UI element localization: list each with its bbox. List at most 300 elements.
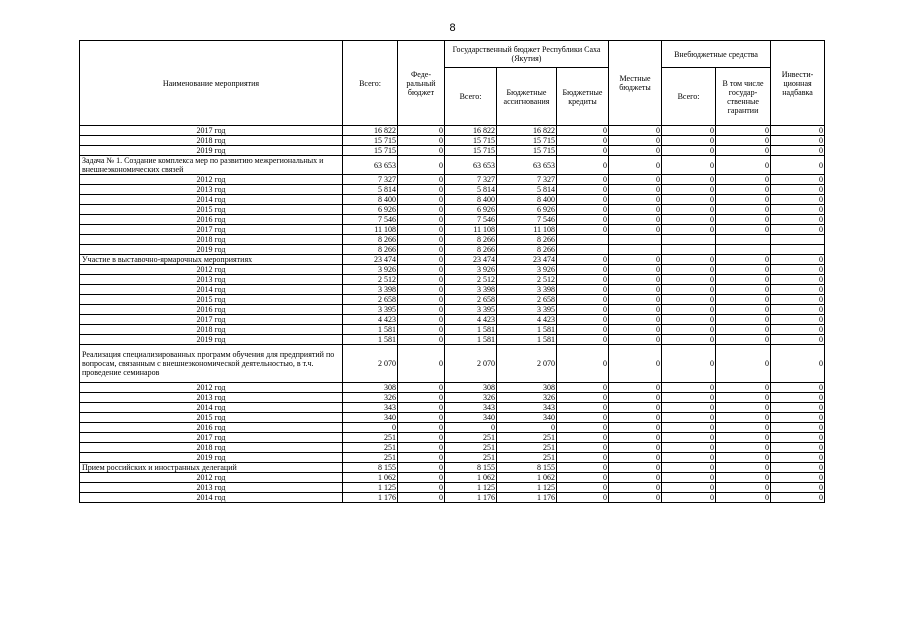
value-cell: 0	[398, 345, 445, 383]
value-cell: 0	[609, 195, 662, 205]
value-cell: 7 327	[497, 175, 557, 185]
value-cell: 0	[557, 275, 609, 285]
value-cell: 0	[557, 215, 609, 225]
value-cell: 0	[716, 185, 771, 195]
value-cell: 0	[771, 275, 825, 285]
value-cell: 0	[662, 345, 716, 383]
value-cell: 343	[343, 403, 398, 413]
value-cell: 0	[398, 126, 445, 136]
value-cell: 2 070	[445, 345, 497, 383]
value-cell: 0	[557, 433, 609, 443]
value-cell: 0	[398, 195, 445, 205]
value-cell: 0	[557, 493, 609, 503]
value-cell: 1 125	[445, 483, 497, 493]
value-cell: 308	[343, 383, 398, 393]
value-cell: 0	[398, 295, 445, 305]
header-local: Местные бюджеты	[609, 41, 662, 126]
year-label: 2019 год	[80, 453, 343, 463]
value-cell: 0	[398, 136, 445, 146]
value-cell: 0	[771, 225, 825, 235]
value-cell: 0	[771, 473, 825, 483]
value-cell: 0	[609, 275, 662, 285]
value-cell: 0	[662, 285, 716, 295]
value-cell: 0	[557, 443, 609, 453]
value-cell: 1 062	[497, 473, 557, 483]
value-cell: 0	[557, 483, 609, 493]
value-cell: 0	[716, 315, 771, 325]
year-row	[80, 473, 825, 483]
value-cell: 0	[557, 305, 609, 315]
value-cell: 16 822	[445, 126, 497, 136]
value-cell: 7 546	[497, 215, 557, 225]
value-cell: 5 814	[497, 185, 557, 195]
value-cell: 0	[662, 383, 716, 393]
value-cell	[609, 245, 662, 255]
value-cell: 0	[771, 255, 825, 265]
value-cell: 0	[398, 453, 445, 463]
year-label: 2018 год	[80, 325, 343, 335]
year-label: 2016 год	[80, 215, 343, 225]
value-cell	[557, 235, 609, 245]
year-row	[80, 185, 825, 195]
value-cell: 0	[343, 423, 398, 433]
value-cell: 23 474	[445, 255, 497, 265]
value-cell: 0	[398, 285, 445, 295]
value-cell: 0	[398, 156, 445, 175]
value-cell: 0	[398, 493, 445, 503]
value-cell: 0	[557, 393, 609, 403]
value-cell: 7 546	[343, 215, 398, 225]
value-cell: 11 108	[343, 225, 398, 235]
year-row	[80, 423, 825, 433]
year-label: 2019 год	[80, 335, 343, 345]
value-cell: 0	[557, 265, 609, 275]
year-row	[80, 393, 825, 403]
value-cell: 0	[771, 325, 825, 335]
value-cell: 5 814	[343, 185, 398, 195]
value-cell: 8 155	[343, 463, 398, 473]
value-cell: 6 926	[497, 205, 557, 215]
value-cell: 1 581	[445, 335, 497, 345]
value-cell: 0	[716, 215, 771, 225]
year-label: 2018 год	[80, 443, 343, 453]
value-cell: 8 155	[445, 463, 497, 473]
year-row	[80, 136, 825, 146]
value-cell: 0	[557, 285, 609, 295]
value-cell: 0	[662, 433, 716, 443]
value-cell: 0	[662, 255, 716, 265]
value-cell: 251	[445, 443, 497, 453]
header-guarantees: В том числе государ-ственные гарантии	[716, 68, 771, 126]
value-cell: 2 070	[497, 345, 557, 383]
value-cell: 0	[771, 393, 825, 403]
header-credits: Бюджетные кредиты	[557, 68, 609, 126]
value-cell: 0	[398, 275, 445, 285]
value-cell: 8 400	[445, 195, 497, 205]
value-cell: 8 266	[497, 235, 557, 245]
header-total: Всего:	[343, 41, 398, 126]
value-cell: 0	[398, 335, 445, 345]
value-cell: 0	[609, 305, 662, 315]
value-cell: 0	[716, 205, 771, 215]
value-cell: 23 474	[343, 255, 398, 265]
year-label: 2017 год	[80, 126, 343, 136]
value-cell: 0	[716, 335, 771, 345]
year-row	[80, 325, 825, 335]
value-cell: 0	[609, 413, 662, 423]
value-cell: 0	[609, 423, 662, 433]
value-cell: 0	[557, 383, 609, 393]
value-cell: 0	[609, 136, 662, 146]
value-cell: 0	[716, 136, 771, 146]
year-label: 2019 год	[80, 245, 343, 255]
year-label: 2014 год	[80, 195, 343, 205]
value-cell: 0	[609, 483, 662, 493]
value-cell: 0	[398, 315, 445, 325]
value-cell: 251	[343, 433, 398, 443]
value-cell: 0	[716, 195, 771, 205]
header-invest: Инвести-ционная надбавка	[771, 41, 825, 126]
value-cell: 1 062	[445, 473, 497, 483]
value-cell: 0	[609, 215, 662, 225]
value-cell: 251	[497, 453, 557, 463]
value-cell: 0	[609, 383, 662, 393]
value-cell: 0	[609, 433, 662, 443]
value-cell: 5 814	[445, 185, 497, 195]
value-cell: 0	[662, 205, 716, 215]
value-cell: 0	[557, 345, 609, 383]
year-row	[80, 335, 825, 345]
value-cell: 0	[716, 483, 771, 493]
value-cell: 4 423	[497, 315, 557, 325]
value-cell: 0	[398, 393, 445, 403]
value-cell: 0	[771, 493, 825, 503]
value-cell: 8 266	[445, 235, 497, 245]
value-cell: 251	[497, 433, 557, 443]
value-cell: 7 327	[445, 175, 497, 185]
value-cell: 0	[609, 255, 662, 265]
value-cell: 0	[609, 225, 662, 235]
value-cell: 0	[557, 463, 609, 473]
value-cell: 15 715	[343, 136, 398, 146]
value-cell: 0	[771, 215, 825, 225]
year-row	[80, 305, 825, 315]
value-cell: 4 423	[343, 315, 398, 325]
value-cell: 0	[662, 146, 716, 156]
value-cell: 2 512	[445, 275, 497, 285]
value-cell: 6 926	[445, 205, 497, 215]
value-cell: 16 822	[343, 126, 398, 136]
value-cell: 15 715	[497, 136, 557, 146]
value-cell: 0	[398, 483, 445, 493]
value-cell: 0	[771, 345, 825, 383]
value-cell	[662, 245, 716, 255]
value-cell: 0	[557, 126, 609, 136]
value-cell: 2 070	[343, 345, 398, 383]
value-cell: 0	[609, 473, 662, 483]
value-cell: 0	[557, 136, 609, 146]
value-cell: 8 155	[497, 463, 557, 473]
value-cell: 11 108	[445, 225, 497, 235]
value-cell: 0	[716, 146, 771, 156]
header-federal: Феде-ральный бюджет	[398, 41, 445, 126]
value-cell: 340	[445, 413, 497, 423]
year-row	[80, 235, 825, 245]
year-label: 2012 год	[80, 383, 343, 393]
value-cell: 0	[771, 185, 825, 195]
year-label: 2018 год	[80, 136, 343, 146]
value-cell: 251	[497, 443, 557, 453]
value-cell: 0	[716, 433, 771, 443]
year-label: 2015 год	[80, 205, 343, 215]
year-label: 2016 год	[80, 423, 343, 433]
value-cell: 0	[398, 443, 445, 453]
activity-name: Задача № 1. Создание комплекса мер по развитию межрегиональных и внешнеэкономических связей	[80, 156, 343, 175]
value-cell: 0	[716, 175, 771, 185]
value-cell: 1 125	[497, 483, 557, 493]
value-cell: 3 398	[445, 285, 497, 295]
value-cell: 0	[609, 156, 662, 175]
value-cell: 0	[609, 463, 662, 473]
year-label: 2012 год	[80, 265, 343, 275]
year-label: 2017 год	[80, 225, 343, 235]
value-cell: 0	[716, 225, 771, 235]
value-cell: 0	[398, 205, 445, 215]
value-cell: 0	[557, 156, 609, 175]
value-cell: 251	[343, 453, 398, 463]
year-row	[80, 403, 825, 413]
value-cell: 8 266	[497, 245, 557, 255]
year-row	[80, 315, 825, 325]
header-allocations: Бюджетные ассигнования	[497, 68, 557, 126]
activity-row	[80, 463, 825, 473]
year-row	[80, 126, 825, 136]
value-cell: 251	[445, 453, 497, 463]
year-label: 2015 год	[80, 295, 343, 305]
year-row	[80, 295, 825, 305]
year-label: 2019 год	[80, 146, 343, 156]
value-cell: 0	[771, 453, 825, 463]
value-cell: 3 398	[497, 285, 557, 295]
value-cell: 0	[557, 335, 609, 345]
value-cell: 251	[343, 443, 398, 453]
value-cell: 340	[497, 413, 557, 423]
value-cell: 0	[716, 453, 771, 463]
header-state-total: Всего:	[445, 68, 497, 126]
value-cell: 0	[662, 335, 716, 345]
value-cell: 0	[716, 473, 771, 483]
value-cell: 0	[771, 195, 825, 205]
value-cell: 0	[662, 195, 716, 205]
value-cell: 343	[445, 403, 497, 413]
value-cell: 0	[771, 413, 825, 423]
year-row	[80, 483, 825, 493]
value-cell: 0	[609, 265, 662, 275]
value-cell: 0	[771, 126, 825, 136]
value-cell: 326	[343, 393, 398, 403]
value-cell: 0	[557, 453, 609, 463]
value-cell: 1 581	[497, 325, 557, 335]
value-cell: 0	[662, 126, 716, 136]
value-cell: 0	[771, 205, 825, 215]
value-cell: 0	[716, 493, 771, 503]
value-cell: 1 176	[497, 493, 557, 503]
value-cell: 0	[557, 195, 609, 205]
value-cell: 1 581	[343, 335, 398, 345]
value-cell: 8 400	[497, 195, 557, 205]
value-cell	[557, 245, 609, 255]
value-cell: 0	[497, 423, 557, 433]
value-cell: 0	[557, 255, 609, 265]
value-cell: 0	[445, 423, 497, 433]
year-row	[80, 275, 825, 285]
value-cell: 340	[343, 413, 398, 423]
value-cell: 0	[662, 265, 716, 275]
value-cell: 0	[771, 315, 825, 325]
year-label: 2013 год	[80, 275, 343, 285]
value-cell: 8 266	[343, 235, 398, 245]
value-cell: 0	[662, 453, 716, 463]
year-label: 2012 год	[80, 175, 343, 185]
value-cell: 0	[609, 126, 662, 136]
value-cell: 0	[716, 383, 771, 393]
value-cell: 0	[771, 136, 825, 146]
value-cell: 0	[716, 393, 771, 403]
value-cell: 23 474	[497, 255, 557, 265]
value-cell: 0	[609, 325, 662, 335]
year-row	[80, 245, 825, 255]
activity-row	[80, 156, 825, 175]
value-cell: 0	[557, 413, 609, 423]
value-cell: 0	[716, 285, 771, 295]
value-cell: 3 926	[343, 265, 398, 275]
value-cell: 0	[662, 493, 716, 503]
value-cell: 0	[398, 225, 445, 235]
year-label: 2014 год	[80, 493, 343, 503]
year-row	[80, 443, 825, 453]
value-cell: 0	[716, 413, 771, 423]
year-row	[80, 225, 825, 235]
year-label: 2013 год	[80, 483, 343, 493]
value-cell: 0	[662, 403, 716, 413]
value-cell: 0	[662, 423, 716, 433]
value-cell: 0	[771, 443, 825, 453]
value-cell: 0	[398, 473, 445, 483]
value-cell: 0	[557, 325, 609, 335]
year-label: 2018 год	[80, 235, 343, 245]
value-cell: 0	[771, 305, 825, 315]
value-cell: 0	[662, 275, 716, 285]
value-cell: 0	[771, 295, 825, 305]
value-cell: 6 926	[343, 205, 398, 215]
header-extra-budget: Внебюджетные средства	[662, 41, 771, 68]
year-row	[80, 453, 825, 463]
year-row	[80, 383, 825, 393]
value-cell: 0	[771, 175, 825, 185]
value-cell: 0	[398, 423, 445, 433]
value-cell: 3 395	[497, 305, 557, 315]
value-cell: 0	[557, 295, 609, 305]
value-cell: 0	[609, 393, 662, 403]
value-cell: 0	[609, 205, 662, 215]
value-cell: 0	[557, 473, 609, 483]
value-cell: 0	[398, 463, 445, 473]
value-cell: 2 658	[445, 295, 497, 305]
value-cell: 0	[557, 225, 609, 235]
value-cell: 0	[662, 295, 716, 305]
value-cell: 1 125	[343, 483, 398, 493]
value-cell: 1 581	[497, 335, 557, 345]
value-cell: 8 266	[445, 245, 497, 255]
value-cell: 1 176	[343, 493, 398, 503]
year-row	[80, 265, 825, 275]
value-cell: 0	[398, 146, 445, 156]
value-cell: 0	[716, 403, 771, 413]
value-cell: 0	[557, 315, 609, 325]
value-cell: 0	[771, 265, 825, 275]
value-cell: 0	[398, 383, 445, 393]
value-cell: 0	[716, 345, 771, 383]
value-cell: 0	[609, 345, 662, 383]
value-cell: 0	[716, 295, 771, 305]
value-cell: 0	[398, 175, 445, 185]
year-label: 2017 год	[80, 315, 343, 325]
value-cell: 0	[609, 175, 662, 185]
value-cell: 0	[716, 443, 771, 453]
value-cell: 2 658	[343, 295, 398, 305]
year-row	[80, 413, 825, 423]
value-cell: 343	[497, 403, 557, 413]
value-cell: 7 327	[343, 175, 398, 185]
value-cell	[771, 235, 825, 245]
value-cell: 0	[662, 215, 716, 225]
value-cell: 0	[609, 295, 662, 305]
year-row	[80, 146, 825, 156]
value-cell: 0	[662, 156, 716, 175]
value-cell: 1 581	[343, 325, 398, 335]
value-cell: 0	[609, 285, 662, 295]
value-cell: 8 266	[343, 245, 398, 255]
value-cell: 0	[662, 473, 716, 483]
value-cell: 0	[771, 156, 825, 175]
year-label: 2015 год	[80, 413, 343, 423]
value-cell: 8 400	[343, 195, 398, 205]
value-cell: 0	[771, 423, 825, 433]
activity-name: Реализация специализированных программ обучения для предприятий по вопросам, связанным с внешнеэкономической деятельностью, в т.ч. проведение семинаров	[80, 345, 343, 383]
value-cell: 0	[398, 235, 445, 245]
value-cell: 15 715	[445, 136, 497, 146]
value-cell: 2 512	[343, 275, 398, 285]
year-label: 2013 год	[80, 185, 343, 195]
year-label: 2014 год	[80, 403, 343, 413]
value-cell: 0	[662, 393, 716, 403]
activity-name: Прием российских и иностранных делегаций	[80, 463, 343, 473]
value-cell: 0	[662, 305, 716, 315]
header-state-budget: Государственный бюджет Республики Саха (Якутия)	[445, 41, 609, 68]
year-label: 2014 год	[80, 285, 343, 295]
activity-row	[80, 255, 825, 265]
header-name: Наименование мероприятия	[80, 41, 343, 126]
value-cell: 0	[662, 225, 716, 235]
value-cell	[716, 245, 771, 255]
value-cell: 0	[662, 443, 716, 453]
value-cell: 0	[662, 136, 716, 146]
year-label: 2013 год	[80, 393, 343, 403]
value-cell: 0	[609, 493, 662, 503]
value-cell: 0	[771, 433, 825, 443]
value-cell	[716, 235, 771, 245]
value-cell: 3 395	[445, 305, 497, 315]
